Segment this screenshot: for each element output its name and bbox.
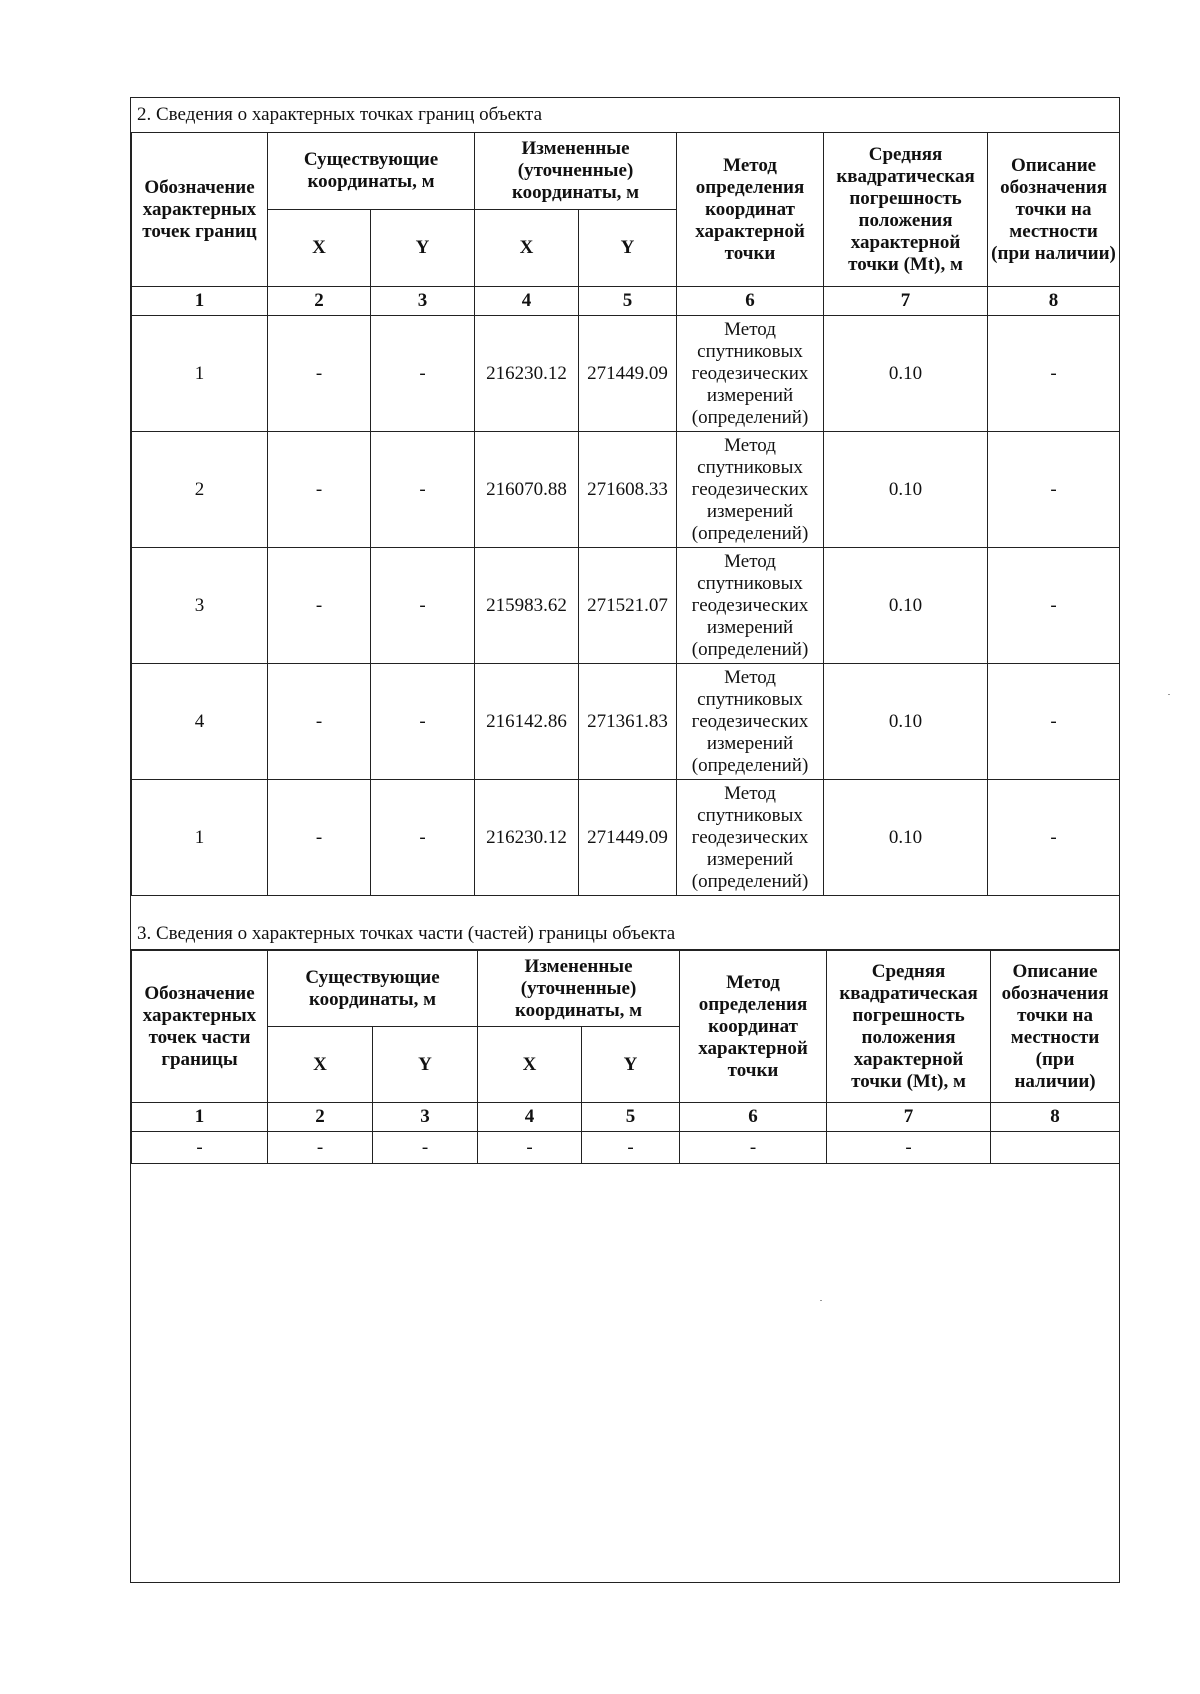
designation-header: Обозначение характерных точек границ (132, 133, 268, 287)
existing-y: - (371, 780, 475, 896)
changed-y: 271521.07 (579, 548, 677, 664)
error-header: Средняя квадратическая погрешность положения характерной точки (Mt), м (824, 133, 988, 287)
changed-x: 216070.88 (475, 432, 579, 548)
error-header: Средняя квадратическая погрешность положения характерной точки (Mt), м (827, 951, 991, 1103)
table-row (132, 548, 1120, 664)
existing-x: - (268, 1132, 373, 1164)
existing-coords-header: Существующие координаты, м (268, 951, 478, 1027)
table-row (132, 316, 1120, 432)
point-id: 4 (132, 664, 268, 780)
column-number: 3 (371, 287, 475, 316)
document-frame (130, 97, 1120, 1583)
scan-speck (1168, 694, 1170, 695)
method: - (680, 1132, 827, 1164)
point-id: 3 (132, 548, 268, 664)
section-2-title: 2. Сведения о характерных точках границ объекта (131, 98, 1119, 133)
method: Метод спутниковых геодезических измерений (определений) (677, 432, 824, 548)
method: Метод спутниковых геодезических измерений (определений) (677, 316, 824, 432)
changed-x-header: X (478, 1027, 582, 1103)
column-number: 2 (268, 287, 371, 316)
column-number: 1 (132, 287, 268, 316)
table-row (132, 432, 1120, 548)
existing-y: - (371, 432, 475, 548)
mt-value: 0.10 (824, 780, 988, 896)
mt-value: 0.10 (824, 432, 988, 548)
description: - (988, 432, 1120, 548)
column-number-row (132, 1103, 1120, 1132)
section-3-title: 3. Сведения о характерных точках части (частей) границы объекта (131, 919, 1119, 950)
column-number: 7 (827, 1103, 991, 1132)
changed-y-header: Y (582, 1027, 680, 1103)
column-number: 5 (579, 287, 677, 316)
mt-value: - (827, 1132, 991, 1164)
method-header: Метод определения координат характерной точки (680, 951, 827, 1103)
description-header: Описание обозначения точки на местности (при наличии) (991, 951, 1120, 1103)
existing-x: - (268, 316, 371, 432)
point-id: 1 (132, 780, 268, 896)
existing-y-header: Y (371, 210, 475, 287)
boundary-part-points-table (131, 950, 1120, 1164)
description: - (988, 780, 1120, 896)
designation-header: Обозначение характерных точек части границы (132, 951, 268, 1103)
existing-y: - (371, 548, 475, 664)
column-number: 1 (132, 1103, 268, 1132)
column-number: 6 (677, 287, 824, 316)
existing-coords-header: Существующие координаты, м (268, 133, 475, 210)
existing-x: - (268, 432, 371, 548)
changed-y: - (582, 1132, 680, 1164)
changed-y: 271449.09 (579, 780, 677, 896)
mt-value: 0.10 (824, 316, 988, 432)
table-row (132, 1132, 1120, 1164)
existing-y-header: Y (373, 1027, 478, 1103)
changed-x: 216142.86 (475, 664, 579, 780)
method: Метод спутниковых геодезических измерений (определений) (677, 548, 824, 664)
description (991, 1132, 1120, 1164)
existing-x: - (268, 664, 371, 780)
existing-y: - (371, 316, 475, 432)
changed-y-header: Y (579, 210, 677, 287)
changed-y: 271361.83 (579, 664, 677, 780)
point-id: 2 (132, 432, 268, 548)
changed-y: 271608.33 (579, 432, 677, 548)
column-number: 4 (478, 1103, 582, 1132)
mt-value: 0.10 (824, 664, 988, 780)
table-row (132, 780, 1120, 896)
column-number: 3 (373, 1103, 478, 1132)
description: - (988, 548, 1120, 664)
description-header: Описание обозначения точки на местности (при наличии) (988, 133, 1120, 287)
column-number: 4 (475, 287, 579, 316)
method-header: Метод определения координат характерной точки (677, 133, 824, 287)
point-id: 1 (132, 316, 268, 432)
column-number: 8 (988, 287, 1120, 316)
changed-x: 216230.12 (475, 316, 579, 432)
changed-x: 215983.62 (475, 548, 579, 664)
description: - (988, 664, 1120, 780)
boundary-points-table (131, 132, 1120, 896)
table-row (132, 664, 1120, 780)
changed-y: 271449.09 (579, 316, 677, 432)
existing-y: - (371, 664, 475, 780)
column-number: 5 (582, 1103, 680, 1132)
changed-x: 216230.12 (475, 780, 579, 896)
column-number: 7 (824, 287, 988, 316)
existing-x: - (268, 780, 371, 896)
method: Метод спутниковых геодезических измерений (определений) (677, 780, 824, 896)
existing-x-header: X (268, 210, 371, 287)
mt-value: 0.10 (824, 548, 988, 664)
existing-x: - (268, 548, 371, 664)
method: Метод спутниковых геодезических измерений (определений) (677, 664, 824, 780)
description: - (988, 316, 1120, 432)
existing-x-header: X (268, 1027, 373, 1103)
column-number: 2 (268, 1103, 373, 1132)
changed-x-header: X (475, 210, 579, 287)
column-number: 8 (991, 1103, 1120, 1132)
column-number-row (132, 287, 1120, 316)
scan-speck (820, 1300, 822, 1301)
point-id: - (132, 1132, 268, 1164)
column-number: 6 (680, 1103, 827, 1132)
changed-coords-header: Измененные (уточненные) координаты, м (478, 951, 680, 1027)
existing-y: - (373, 1132, 478, 1164)
changed-x: - (478, 1132, 582, 1164)
changed-coords-header: Измененные (уточненные) координаты, м (475, 133, 677, 210)
